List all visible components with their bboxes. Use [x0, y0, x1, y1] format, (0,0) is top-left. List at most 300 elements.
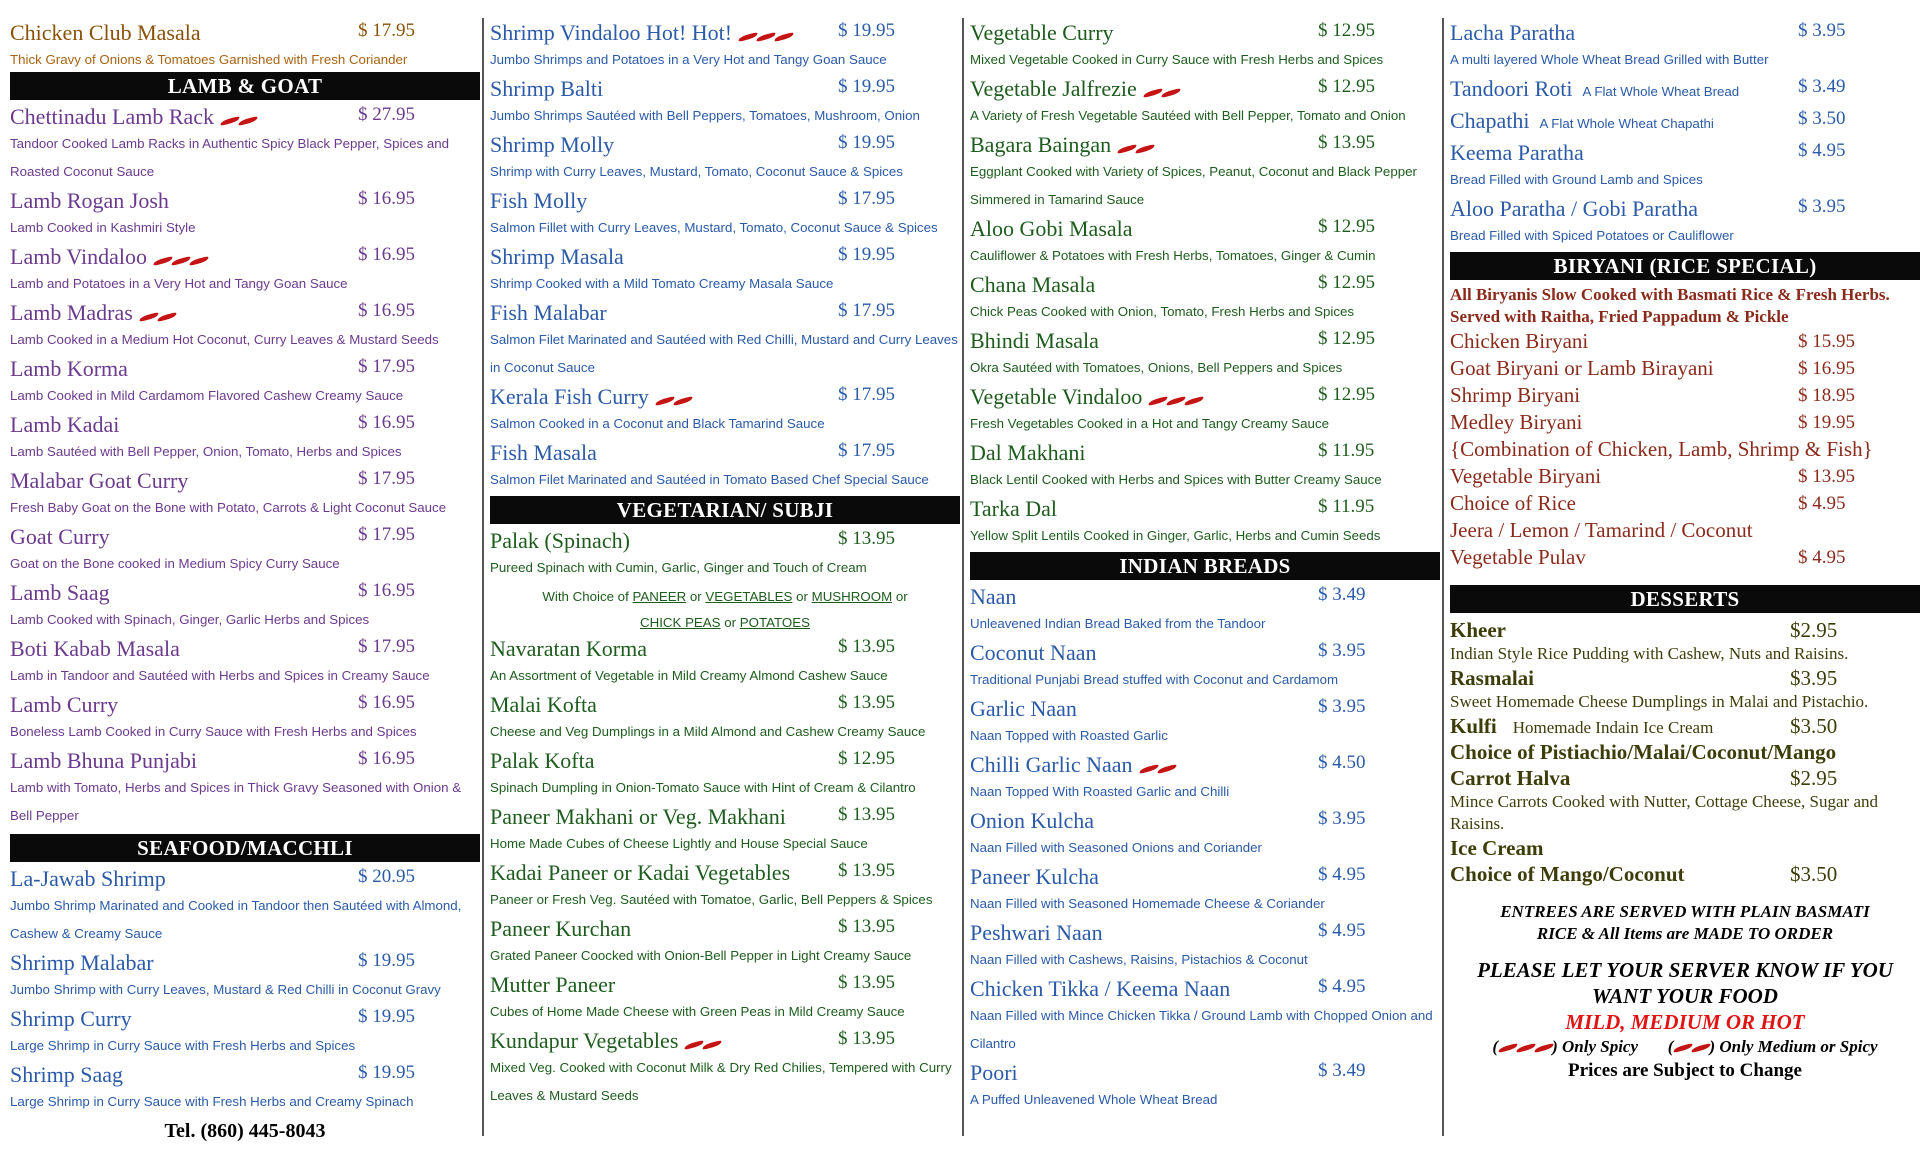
chili-pepper-icon — [155, 258, 207, 264]
menu-item — [490, 1028, 960, 1110]
chili-2-icon — [1675, 1045, 1709, 1051]
choice-lead: With Choice of — [542, 589, 629, 604]
item-desc: Lamb Cooked in Mild Cardamom Flavored Cashew Creamy Sauce — [10, 388, 404, 403]
legend-only-spicy: ) Only Spicy — [1552, 1037, 1639, 1056]
chili-pepper-icon — [1141, 766, 1175, 772]
item-price: $ 3.49 — [1798, 76, 1846, 97]
menu-item — [10, 412, 480, 466]
item-name: Malai Kofta — [490, 692, 597, 717]
item-price: $ 19.95 — [838, 20, 895, 41]
item-desc: Boneless Lamb Cooked in Curry Sauce with Fresh Herbs and Spices — [10, 724, 417, 739]
item-desc: Lamb Sautéed with Bell Pepper, Onion, Tomato, Herbs and Spices — [10, 444, 402, 459]
item-desc: Black Lentil Cooked with Herbs and Spices with Butter Creamy Sauce — [970, 472, 1382, 487]
item-inline-desc: A Flat Whole Wheat Chapathi — [1539, 116, 1714, 131]
footer-server: PLEASE LET YOUR SERVER KNOW IF YOU WANT YOUR FOOD — [1477, 958, 1893, 1008]
menu-item — [970, 440, 1440, 494]
item-price: $ 16.95 — [358, 244, 415, 265]
item-name: Choice of Rice — [1450, 491, 1576, 515]
choice-or: or — [895, 589, 908, 604]
item-desc: Jumbo Shrimp Marinated and Cooked in Tandoor then Sautéed with Almond, Cashew & Creamy Sauce — [10, 898, 462, 941]
item-name: Aloo Paratha / Gobi Paratha — [1450, 196, 1699, 221]
biryani-item — [1450, 328, 1920, 355]
item-name: Peshwari Naan — [970, 920, 1103, 945]
item-desc: Mince Carrots Cooked with Nutter, Cottage Cheese, Sugar and Raisins. — [1450, 792, 1879, 833]
menu-item — [490, 132, 960, 186]
item-name: La-Jawab Shrimp — [10, 866, 166, 891]
item-name: Vegetable Pulav — [1450, 545, 1586, 569]
item-desc: Bread Filled with Spiced Potatoes or Cauliflower — [1450, 228, 1734, 243]
item-name: Medley Biryani — [1450, 410, 1583, 434]
menu-item — [970, 328, 1440, 382]
item-name: Ice Cream — [1450, 836, 1544, 860]
menu-item — [1450, 140, 1920, 194]
item-desc: Lamb in Tandoor and Sautéed with Herbs and Spices in Creamy Sauce — [10, 668, 430, 683]
item-price: $ 4.95 — [1798, 493, 1846, 514]
item-desc: Jumbo Shrimps and Potatoes in a Very Hot and Tangy Goan Sauce — [490, 52, 887, 67]
item-name: Shrimp Balti — [490, 76, 604, 101]
item-name: Bagara Baingan — [970, 132, 1112, 157]
item-price: $ 16.95 — [358, 412, 415, 433]
dessert-item — [1450, 713, 1920, 739]
item-desc: Shrimp with Curry Leaves, Mustard, Tomato, Coconut Sauce & Spices — [490, 164, 903, 179]
item-inline-desc: A Flat Whole Wheat Bread — [1582, 84, 1740, 99]
item-price: $ 17.95 — [358, 20, 415, 41]
menu-item — [490, 972, 960, 1026]
item-desc: Sweet Homemade Cheese Dumplings in Malai and Pistachio. — [1450, 692, 1869, 711]
section-header-lamb-goat: LAMB & GOAT — [10, 72, 480, 100]
seafood-list-continued — [490, 20, 960, 494]
menu-item — [10, 356, 480, 410]
item-price: $ 19.95 — [838, 244, 895, 265]
menu-item — [490, 384, 960, 438]
dessert-item — [1450, 765, 1920, 835]
item-name: Rasmalai — [1450, 666, 1534, 690]
item-price: $ 13.95 — [1798, 466, 1855, 487]
item-name: Paneer Makhani or Veg. Makhani — [490, 804, 786, 829]
item-name: Mutter Paneer — [490, 972, 616, 997]
item-price: $ 13.95 — [838, 636, 895, 657]
menu-item — [970, 496, 1440, 550]
item-desc: Bread Filled with Ground Lamb and Spices — [1450, 172, 1703, 187]
item-price: $ 3.95 — [1798, 196, 1846, 217]
item-price: $ 20.95 — [358, 866, 415, 887]
item-name: Chana Masala — [970, 272, 1096, 297]
choice-or: or — [796, 589, 808, 604]
item-price: $ 17.95 — [838, 440, 895, 461]
item-desc: Naan Filled with Seasoned Onions and Coriander — [970, 840, 1262, 855]
item-desc: Cubes of Home Made Cheese with Green Peas in Mild Creamy Sauce — [490, 1004, 905, 1019]
dessert-list — [1450, 617, 1920, 887]
biryani-note: All Biryanis Slow Cooked with Basmati Rice & Fresh Herbs. Served with Raitha, Fried Pappadum & Pickle — [1450, 285, 1890, 326]
item-name: Chapathi — [1450, 108, 1530, 133]
menu-column-4 — [1450, 20, 1920, 1140]
item-price: $ 13.95 — [838, 692, 895, 713]
choice-or: or — [689, 589, 702, 604]
vegetarian-list-continued — [970, 20, 1440, 550]
item-name: Jeera / Lemon / Tamarind / Coconut — [1450, 518, 1753, 542]
dessert-item — [1450, 835, 1920, 861]
item-name: Shrimp Masala — [490, 244, 624, 269]
biryani-item — [1450, 436, 1920, 463]
item-desc: Okra Sautéed with Tomatoes, Onions, Bell Peppers and Spices — [970, 360, 1343, 375]
menu-item — [490, 692, 960, 746]
menu-item — [490, 300, 960, 382]
item-name: {Combination of Chicken, Lamb, Shrimp & Fish} — [1450, 437, 1873, 461]
item-price: $ 4.95 — [1318, 920, 1366, 941]
lamb-list — [10, 104, 480, 830]
menu-item-chicken-club-masala — [10, 20, 480, 70]
chili-3-icon — [1500, 1045, 1552, 1051]
item-price: $ 4.95 — [1318, 864, 1366, 885]
item-name: Dal Makhani — [970, 440, 1086, 465]
item-price: $ 3.95 — [1798, 20, 1846, 41]
dessert-item — [1450, 739, 1920, 765]
seafood-list — [10, 866, 480, 1116]
menu-column-3 — [970, 20, 1440, 1140]
item-price: $ 13.95 — [1318, 132, 1375, 153]
choice-paneer: PANEER — [632, 589, 687, 604]
item-price: $ 19.95 — [1798, 412, 1855, 433]
choice-chick-peas: CHICK PEAS — [640, 615, 721, 630]
menu-item — [490, 636, 960, 690]
item-name: Aloo Gobi Masala — [970, 216, 1133, 241]
item-desc: Salmon Filet Marinated and Sautéed in Tomato Based Chef Special Sauce — [490, 472, 929, 487]
item-price: $ 12.95 — [1318, 272, 1375, 293]
item-price: $ 16.95 — [358, 692, 415, 713]
item-desc: Lamb Cooked in Kashmiri Style — [10, 220, 196, 235]
item-price: $ 13.95 — [838, 972, 895, 993]
item-name: Palak (Spinach) — [490, 528, 630, 553]
item-name: Boti Kabab Masala — [10, 636, 180, 661]
menu-item — [10, 950, 480, 1004]
item-price: $ 3.95 — [1318, 696, 1366, 717]
biryani-item — [1450, 382, 1920, 409]
item-name: Chettinadu Lamb Rack — [10, 104, 215, 129]
item-price: $ 17.95 — [358, 468, 415, 489]
item-name: Kheer — [1450, 618, 1506, 642]
item-name: Fish Molly — [490, 188, 588, 213]
item-price: $ 4.50 — [1318, 752, 1366, 773]
item-price: $ 11.95 — [1318, 440, 1375, 461]
item-desc: Goat on the Bone cooked in Medium Spicy Curry Sauce — [10, 556, 340, 571]
item-price: $3.95 — [1790, 666, 1838, 690]
item-price: $ 19.95 — [358, 1006, 415, 1027]
item-desc: Thick Gravy of Onions & Tomatoes Garnished with Fresh Coriander — [10, 52, 408, 67]
menu-item — [10, 1006, 480, 1060]
item-inline-desc: Homemade Indain Ice Cream — [1512, 718, 1714, 737]
menu-item — [970, 1060, 1440, 1114]
item-price: $ 13.95 — [838, 804, 895, 825]
item-price: $ 17.95 — [358, 356, 415, 377]
dessert-item — [1450, 861, 1920, 887]
item-name: Naan — [970, 584, 1017, 609]
menu-item — [970, 864, 1440, 918]
item-name: Kulfi — [1450, 714, 1497, 738]
item-price: $ 3.49 — [1318, 584, 1366, 605]
telephone: Tel. (860) 445-8043 — [164, 1120, 326, 1142]
item-name: Chilli Garlic Naan — [970, 752, 1133, 777]
menu-item — [490, 188, 960, 242]
item-price: $ 4.95 — [1318, 976, 1366, 997]
item-price: $ 4.95 — [1798, 140, 1846, 161]
item-desc: Naan Filled with Seasoned Homemade Cheese & Coriander — [970, 896, 1325, 911]
item-name: Tarka Dal — [970, 496, 1058, 521]
item-name: Malabar Goat Curry — [10, 468, 189, 493]
menu-item — [10, 692, 480, 746]
footer-spice-legend: ( ) Only Spicy ( ) Only Medium or Spicy — [1492, 1037, 1878, 1056]
item-name: Vegetable Jalfrezie — [970, 76, 1137, 101]
item-desc: An Assortment of Vegetable in Mild Creamy Almond Cashew Sauce — [490, 668, 888, 683]
menu-item — [970, 132, 1440, 214]
menu-item — [970, 272, 1440, 326]
chili-pepper-icon — [222, 118, 256, 124]
item-desc: Salmon Cooked in a Coconut and Black Tamarind Sauce — [490, 416, 825, 431]
item-desc: Fresh Vegetables Cooked in a Hot and Tangy Creamy Sauce — [970, 416, 1329, 431]
item-price: $ 17.95 — [358, 636, 415, 657]
menu-item — [970, 976, 1440, 1058]
item-price: $ 17.95 — [838, 188, 895, 209]
item-price: $ 13.95 — [838, 1028, 895, 1049]
item-price: $ 17.95 — [838, 300, 895, 321]
item-desc: Unleavened Indian Bread Baked from the Tandoor — [970, 616, 1266, 631]
item-desc: Pureed Spinach with Cumin, Garlic, Ginger and Touch of Cream — [490, 560, 867, 575]
item-price: $ 4.95 — [1798, 547, 1846, 568]
item-name: Kadai Paneer or Kadai Vegetables — [490, 860, 791, 885]
item-name: Kerala Fish Curry — [490, 384, 649, 409]
menu-item — [490, 20, 960, 74]
item-desc: Naan Topped with Roasted Garlic — [970, 728, 1168, 743]
item-desc: Cauliflower & Potatoes with Fresh Herbs, Tomatoes, Ginger & Cumin — [970, 248, 1376, 263]
menu-column-1 — [10, 20, 480, 1140]
item-price: $ 19.95 — [838, 76, 895, 97]
menu-item — [490, 244, 960, 298]
item-price: $ 13.95 — [838, 860, 895, 881]
item-name: Choice of Pistiachio/Malai/Coconut/Mango — [1450, 740, 1837, 764]
item-name: Lamb Korma — [10, 356, 128, 381]
menu-item — [1450, 20, 1920, 74]
item-price: $ 17.95 — [358, 524, 415, 545]
biryani-list — [1450, 328, 1920, 571]
item-name: Lamb Curry — [10, 692, 119, 717]
item-name: Lamb Rogan Josh — [10, 188, 169, 213]
item-price: $2.95 — [1790, 618, 1838, 642]
menu-item — [1450, 196, 1920, 250]
item-desc: Large Shrimp in Curry Sauce with Fresh Herbs and Creamy Spinach — [10, 1094, 414, 1109]
item-name: Poori — [970, 1060, 1018, 1085]
item-price: $ 12.95 — [1318, 20, 1375, 41]
item-desc: Naan Filled with Cashews, Raisins, Pistachios & Coconut — [970, 952, 1308, 967]
item-price: $ 12.95 — [838, 748, 895, 769]
column-divider-3 — [1442, 18, 1444, 1136]
menu-item — [490, 916, 960, 970]
item-name: Bhindi Masala — [970, 328, 1099, 353]
chili-pepper-icon — [740, 34, 792, 40]
menu-item — [490, 860, 960, 914]
item-price: $ 17.95 — [838, 384, 895, 405]
item-name: Shrimp Curry — [10, 1006, 132, 1031]
item-name: Goat Biryani or Lamb Birayani — [1450, 356, 1714, 380]
item-name: Goat Curry — [10, 524, 110, 549]
palak-choice-note — [490, 584, 960, 636]
item-price: $ 3.95 — [1318, 640, 1366, 661]
item-name: Onion Kulcha — [970, 808, 1095, 833]
item-price: $ 16.95 — [1798, 358, 1855, 379]
item-name: Paneer Kurchan — [490, 916, 632, 941]
item-price: $ 3.95 — [1318, 808, 1366, 829]
item-desc: Lamb and Potatoes in a Very Hot and Tangy Goan Sauce — [10, 276, 348, 291]
item-price: $ 3.50 — [1798, 108, 1846, 129]
item-desc: Jumbo Shrimps Sautéed with Bell Peppers, Tomatoes, Mushroom, Onion — [490, 108, 920, 123]
item-price: $3.50 — [1790, 714, 1838, 738]
item-name: Fish Malabar — [490, 300, 607, 325]
menu-item — [970, 76, 1440, 130]
item-desc: Lamb Cooked with Spinach, Ginger, Garlic Herbs and Spices — [10, 612, 370, 627]
menu-item — [10, 580, 480, 634]
item-name: Shrimp Vindaloo Hot! Hot! — [490, 20, 733, 45]
item-price: $2.95 — [1790, 766, 1838, 790]
chili-pepper-icon — [141, 314, 175, 320]
menu-item — [970, 808, 1440, 862]
menu-item — [10, 468, 480, 522]
dessert-item — [1450, 665, 1920, 713]
menu-item — [10, 866, 480, 948]
section-header-desserts: DESSERTS — [1450, 585, 1920, 613]
menu-item — [970, 584, 1440, 638]
footer-entrees: ENTREES ARE SERVED WITH PLAIN BASMATI RICE & All Items are MADE TO ORDER — [1500, 902, 1870, 943]
item-name: Chicken Biryani — [1450, 329, 1589, 353]
item-desc: Lamb with Tomato, Herbs and Spices in Thick Gravy Seasoned with Onion & Bell Pepper — [10, 780, 462, 823]
item-desc: Shrimp Cooked with a Mild Tomato Creamy Masala Sauce — [490, 276, 834, 291]
item-desc: Large Shrimp in Curry Sauce with Fresh Herbs and Spices — [10, 1038, 356, 1053]
footer-prices: Prices are Subject to Change — [1568, 1060, 1802, 1081]
menu-item — [10, 188, 480, 242]
menu-item — [490, 748, 960, 802]
chili-pepper-icon — [657, 398, 691, 404]
menu-item — [970, 920, 1440, 974]
choice-or: or — [724, 615, 737, 630]
menu-item — [490, 76, 960, 130]
item-price: $ 12.95 — [1318, 328, 1375, 349]
column-divider-2 — [962, 18, 964, 1136]
item-price: $ 13.95 — [838, 528, 895, 549]
item-price: $ 12.95 — [1318, 216, 1375, 237]
biryani-item — [1450, 544, 1920, 571]
menu-item — [970, 20, 1440, 74]
item-desc: Tandoor Cooked Lamb Racks in Authentic Spicy Black Pepper, Spices and Roasted Coconut Sauce — [10, 136, 450, 179]
section-header-seafood: SEAFOOD/MACCHLI — [10, 834, 480, 862]
item-price: $ 15.95 — [1798, 331, 1855, 352]
chili-pepper-icon — [1150, 398, 1202, 404]
item-name: Vegetable Biryani — [1450, 464, 1602, 488]
item-name: Lamb Kadai — [10, 412, 120, 437]
menu-item — [970, 216, 1440, 270]
menu-item — [970, 752, 1440, 806]
item-name: Shrimp Saag — [10, 1062, 124, 1087]
column-divider-1 — [482, 18, 484, 1136]
menu-item — [970, 384, 1440, 438]
item-name: Vegetable Curry — [970, 20, 1114, 45]
item-name: Shrimp Molly — [490, 132, 615, 157]
item-price: $ 12.95 — [1318, 384, 1375, 405]
item-price: $ 19.95 — [358, 1062, 415, 1083]
menu-item-palak — [490, 528, 960, 582]
item-name: Lamb Bhuna Punjabi — [10, 748, 197, 773]
menu-item — [10, 636, 480, 690]
item-name: Palak Kofta — [490, 748, 595, 773]
item-desc: Jumbo Shrimp with Curry Leaves, Mustard & Red Chilli in Coconut Gravy — [10, 982, 441, 997]
item-desc: Naan Topped With Roasted Garlic and Chilli — [970, 784, 1230, 799]
menu-item — [1450, 108, 1920, 138]
footer-spice-levels: MILD, MEDIUM OR HOT — [1565, 1010, 1805, 1034]
item-desc: Chick Peas Cooked with Onion, Tomato, Fresh Herbs and Spices — [970, 304, 1355, 319]
choice-vegetables: VEGETABLES — [705, 589, 793, 604]
item-name: Carrot Halva — [1450, 766, 1571, 790]
item-desc: Lamb Cooked in a Medium Hot Coconut, Curry Leaves & Mustard Seeds — [10, 332, 439, 347]
item-name: Coconut Naan — [970, 640, 1097, 665]
item-price: $ 19.95 — [838, 132, 895, 153]
item-name: Vegetable Vindaloo — [970, 384, 1143, 409]
item-name: Lamb Madras — [10, 300, 133, 325]
item-price: $ 12.95 — [1318, 76, 1375, 97]
menu-item — [10, 748, 480, 830]
item-desc: Traditional Punjabi Bread stuffed with Coconut and Cardamom — [970, 672, 1339, 687]
item-name: Shrimp Malabar — [10, 950, 154, 975]
item-name: Lamb Vindaloo — [10, 244, 147, 269]
item-price: $ 19.95 — [358, 950, 415, 971]
item-desc: Yellow Split Lentils Cooked in Ginger, Garlic, Herbs and Cumin Seeds — [970, 528, 1381, 543]
item-price: $ 11.95 — [1318, 496, 1375, 517]
item-desc: A Puffed Unleavened Whole Wheat Bread — [970, 1092, 1218, 1107]
menu-item — [10, 104, 480, 186]
chili-pepper-icon — [1145, 90, 1179, 96]
item-name: Fish Masala — [490, 440, 597, 465]
item-price: $ 16.95 — [358, 580, 415, 601]
menu-item — [10, 524, 480, 578]
item-name: Lamb Saag — [10, 580, 110, 605]
menu-item — [490, 440, 960, 494]
item-price: $3.50 — [1790, 862, 1838, 886]
item-desc: A Variety of Fresh Vegetable Sautéed with Bell Pepper, Tomato and Onion — [970, 108, 1406, 123]
item-name: Tandoori Roti — [1450, 76, 1573, 101]
item-price: $ 3.49 — [1318, 1060, 1366, 1081]
chili-pepper-icon — [1119, 146, 1153, 152]
biryani-item — [1450, 490, 1920, 517]
item-desc: Mixed Vegetable Cooked in Curry Sauce with Fresh Herbs and Spices — [970, 52, 1384, 67]
item-desc: A multi layered Whole Wheat Bread Grilled with Butter — [1450, 52, 1769, 67]
item-desc: Paneer or Fresh Veg. Sautéed with Tomatoe, Garlic, Bell Peppers & Spices — [490, 892, 933, 907]
item-price: $ 18.95 — [1798, 385, 1855, 406]
menu-column-2 — [490, 20, 960, 1140]
biryani-item — [1450, 409, 1920, 436]
choice-potatoes: POTATOES — [739, 615, 810, 630]
item-price: $ 16.95 — [358, 188, 415, 209]
item-name: Chicken Club Masala — [10, 20, 201, 45]
biryani-item — [1450, 355, 1920, 382]
breads-list — [970, 584, 1440, 1114]
item-name: Chicken Tikka / Keema Naan — [970, 976, 1231, 1001]
choice-mushroom: MUSHROOM — [811, 589, 893, 604]
chili-pepper-icon — [686, 1042, 720, 1048]
item-price: $ 16.95 — [358, 300, 415, 321]
section-header-biryani: BIRYANI (RICE SPECIAL) — [1450, 252, 1920, 280]
item-desc: Fresh Baby Goat on the Bone with Potato, Carrots & Light Coconut Sauce — [10, 500, 447, 515]
dessert-item — [1450, 617, 1920, 665]
item-name: Shrimp Biryani — [1450, 383, 1581, 407]
item-name: Kundapur Vegetables — [490, 1028, 679, 1053]
menu-item — [970, 640, 1440, 694]
item-name: Navaratan Korma — [490, 636, 647, 661]
menu-item — [1450, 76, 1920, 106]
